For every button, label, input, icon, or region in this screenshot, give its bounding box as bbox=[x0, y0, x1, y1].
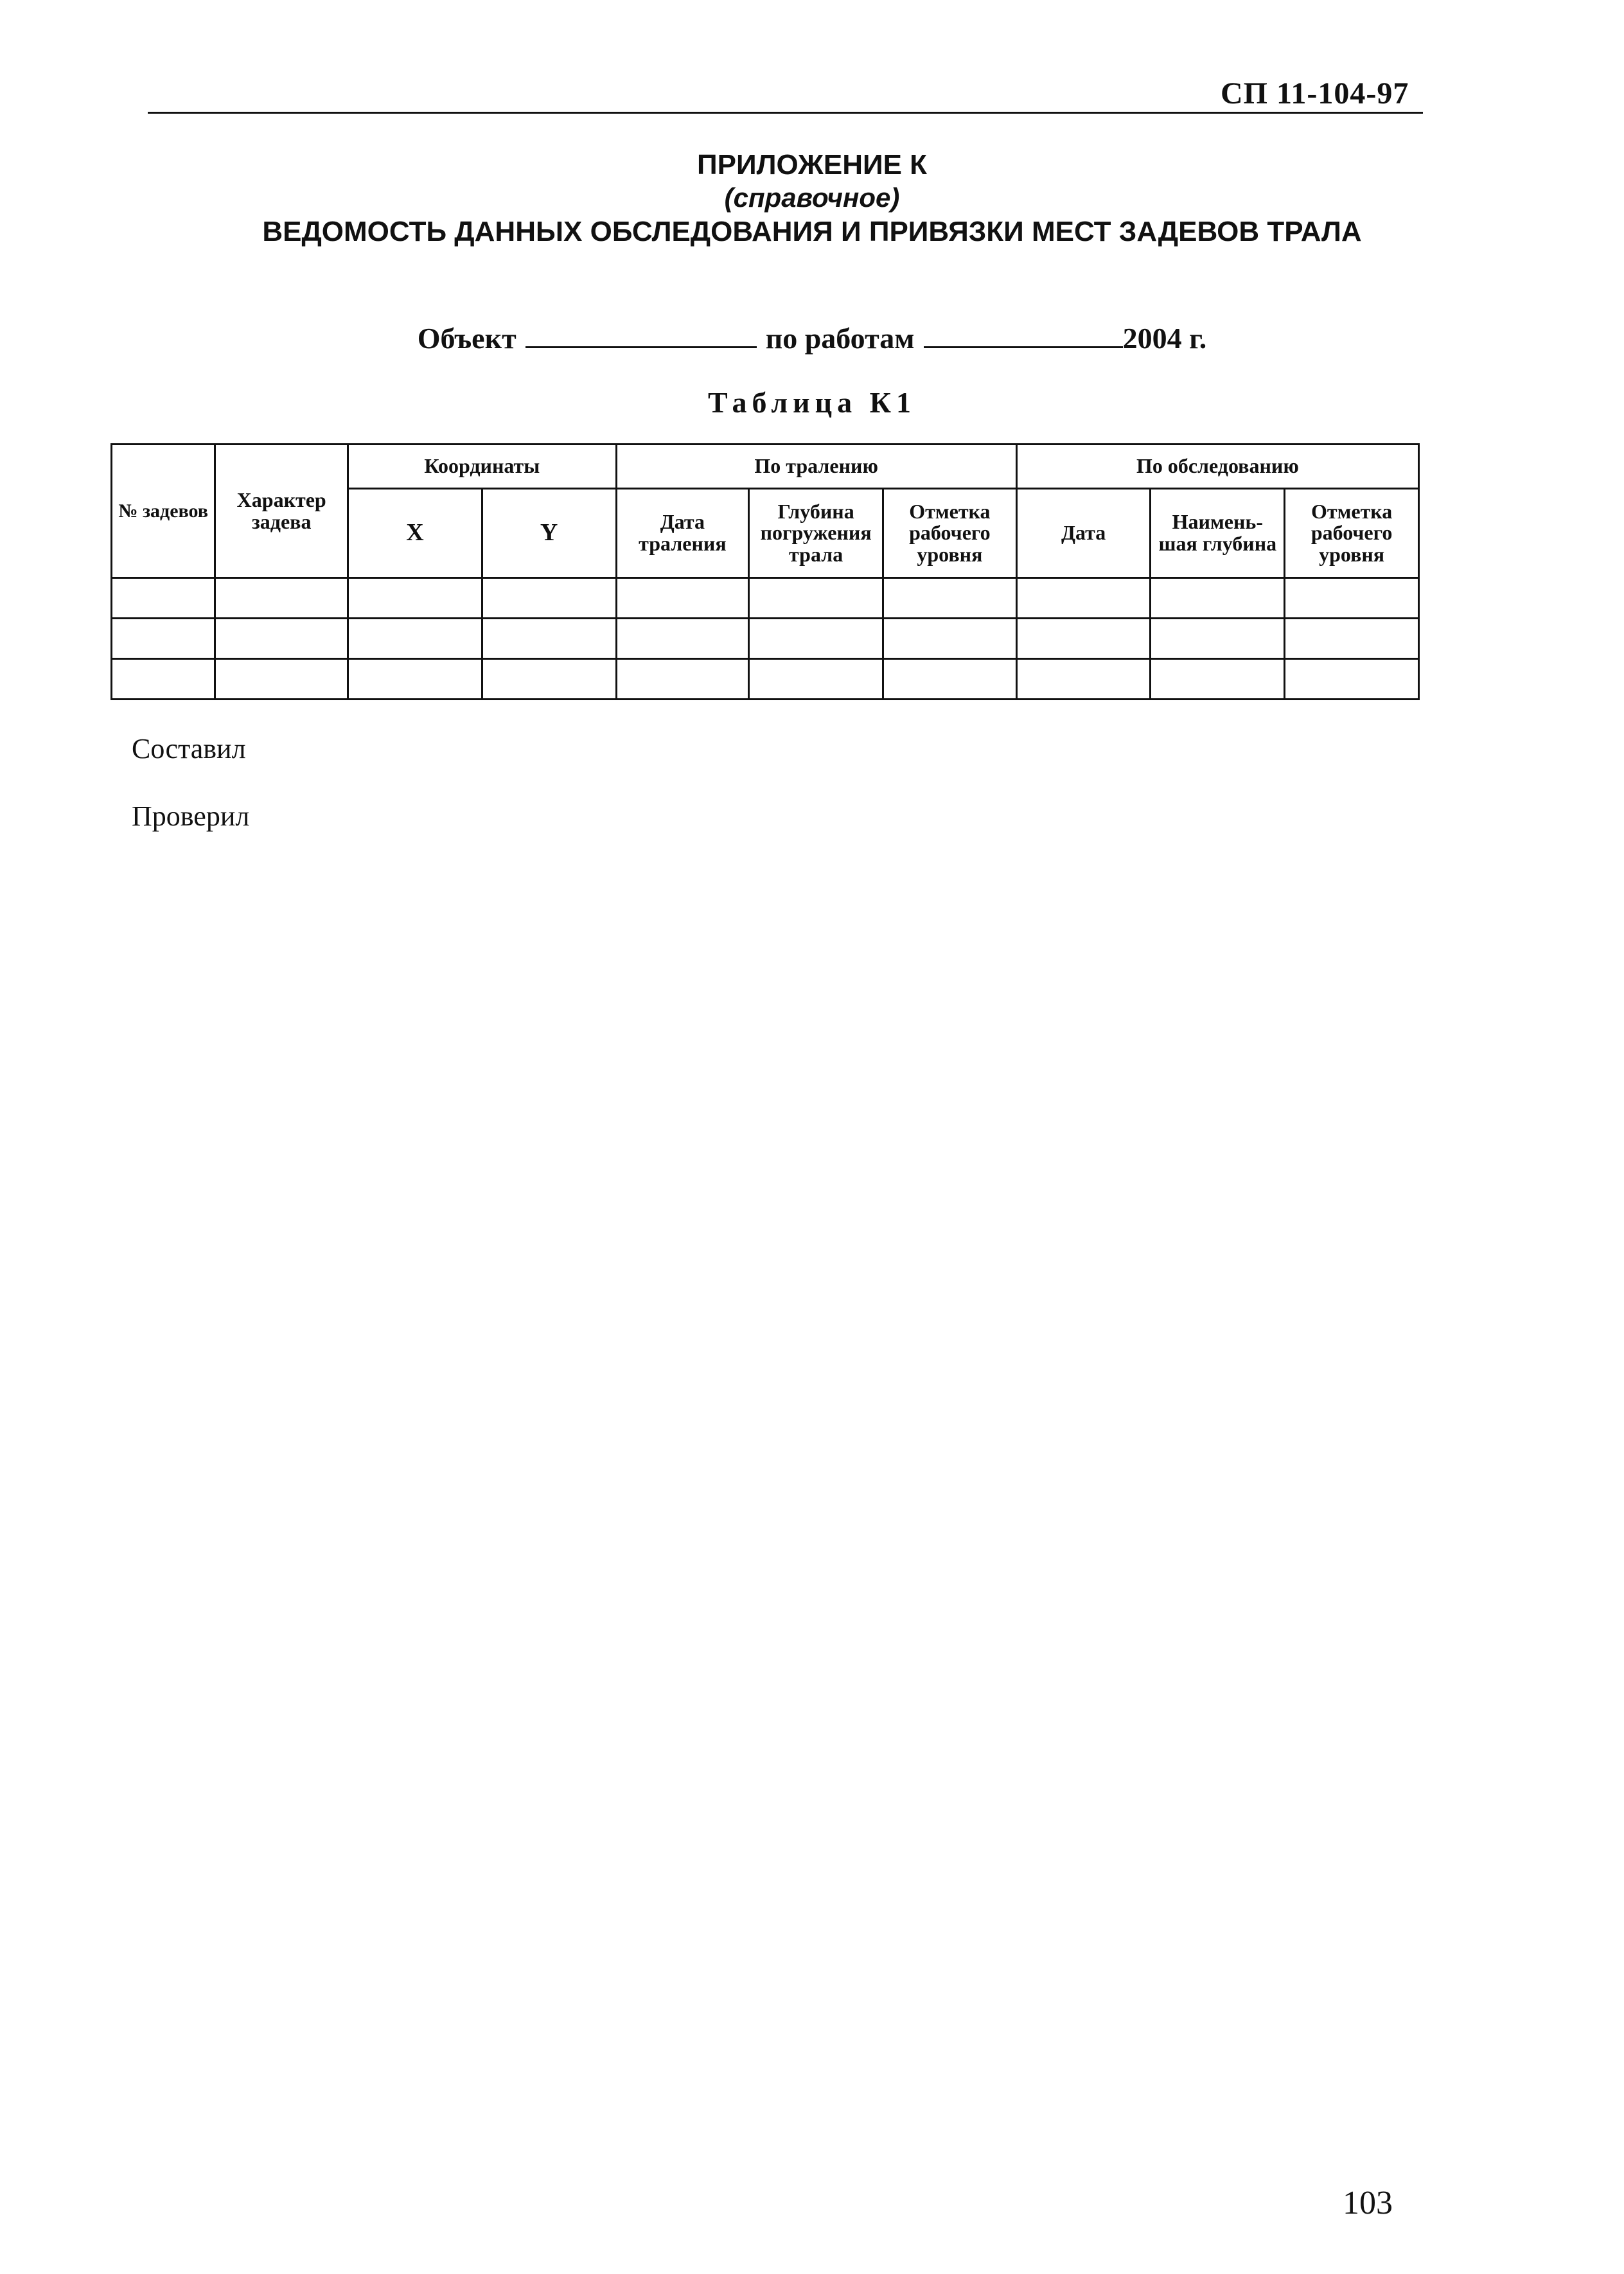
header-num: № задевов bbox=[112, 445, 215, 578]
table-cell bbox=[616, 578, 749, 619]
header-y: Y bbox=[482, 489, 616, 578]
table-k1 bbox=[110, 443, 1420, 700]
table-cell bbox=[616, 619, 749, 659]
table-cell bbox=[883, 578, 1016, 619]
table-cell bbox=[749, 578, 883, 619]
appendix-note: (справочное) bbox=[724, 182, 900, 213]
table-cell bbox=[1285, 578, 1419, 619]
table-cell bbox=[348, 578, 482, 619]
table-cell bbox=[482, 659, 616, 700]
table-cell bbox=[215, 659, 348, 700]
header-survey: По обследованию bbox=[1016, 445, 1418, 489]
header-trawl-depth: Глубина погружения трала bbox=[749, 489, 883, 578]
works-label: по работам bbox=[765, 322, 915, 355]
table-cell bbox=[215, 619, 348, 659]
page-number: 103 bbox=[1343, 2185, 1393, 2221]
table-cell bbox=[1285, 659, 1419, 700]
table-cell bbox=[1016, 578, 1151, 619]
header-coordinates: Координаты bbox=[348, 445, 616, 489]
document-title: ВЕДОМОСТЬ ДАННЫХ ОБСЛЕДОВАНИЯ И ПРИВЯЗКИ МЕСТ ЗАДЕВОВ ТРАЛА bbox=[262, 216, 1362, 247]
header-trawl-level: Отметка рабочего уровня bbox=[883, 489, 1016, 578]
header-x: X bbox=[348, 489, 482, 578]
table-cell bbox=[112, 659, 215, 700]
signature-compiled: Составил bbox=[132, 733, 246, 764]
header-character: Характер задева bbox=[215, 445, 348, 578]
table-cell bbox=[1016, 619, 1151, 659]
table-cell bbox=[1151, 659, 1285, 700]
works-blank bbox=[924, 323, 1123, 348]
table-cell bbox=[616, 659, 749, 700]
object-line bbox=[0, 321, 1624, 355]
table-cell bbox=[749, 619, 883, 659]
table-cell bbox=[1285, 619, 1419, 659]
table-cell bbox=[749, 659, 883, 700]
table-cell bbox=[348, 659, 482, 700]
table-cell bbox=[112, 619, 215, 659]
table-row bbox=[112, 619, 1419, 659]
table-cell bbox=[1016, 659, 1151, 700]
table-cell bbox=[1151, 578, 1285, 619]
document-code: СП 11-104-97 bbox=[1221, 76, 1409, 110]
table-cell bbox=[1151, 619, 1285, 659]
year-label: 2004 г. bbox=[1122, 322, 1207, 355]
object-blank bbox=[525, 323, 757, 348]
table-row bbox=[112, 578, 1419, 619]
table-cell bbox=[883, 619, 1016, 659]
header-trawl-date: Дата траления bbox=[616, 489, 749, 578]
table-caption: Таблица К1 bbox=[707, 386, 917, 419]
header-survey-level: Отметка рабочего уровня bbox=[1285, 489, 1419, 578]
table-cell bbox=[883, 659, 1016, 700]
table-cell bbox=[215, 578, 348, 619]
table-cell bbox=[482, 619, 616, 659]
header-rule bbox=[148, 112, 1423, 114]
signature-checked: Проверил bbox=[132, 800, 250, 832]
table-cell bbox=[482, 578, 616, 619]
header-survey-date: Дата bbox=[1016, 489, 1151, 578]
table-cell bbox=[348, 619, 482, 659]
table-cell bbox=[112, 578, 215, 619]
header-survey-min-depth: Наимень-шая глубина bbox=[1151, 489, 1285, 578]
object-label: Объект bbox=[417, 322, 516, 355]
table-row bbox=[112, 659, 1419, 700]
header-trawling: По тралению bbox=[616, 445, 1016, 489]
appendix-title: ПРИЛОЖЕНИЕ К bbox=[696, 149, 928, 181]
